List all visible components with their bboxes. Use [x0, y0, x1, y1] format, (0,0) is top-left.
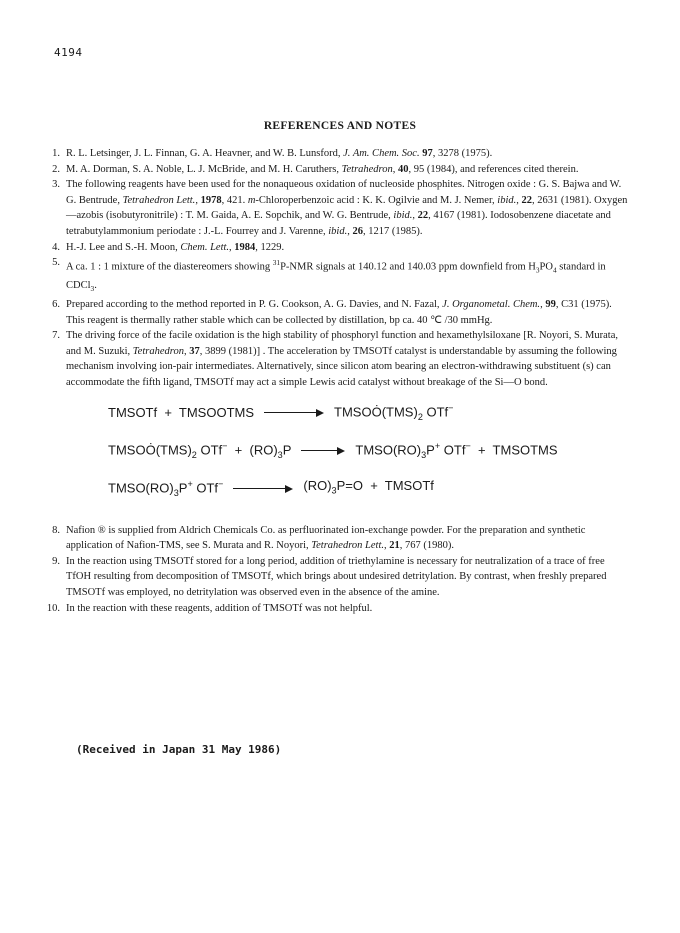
reference-text: -Chloroperbenzoic acid : K. K. Ogilvie and M. J. Nemer,: [255, 194, 498, 206]
journal-name: Tetrahedron: [132, 345, 184, 357]
reference-1: [38, 146, 628, 162]
reaction-scheme: [38, 401, 628, 511]
subscript: 3: [90, 284, 95, 294]
reference-text: , 421.: [221, 194, 248, 206]
reference-number: 1.: [52, 148, 60, 159]
scheme-reactants: $TMSOȮ(TMS)_2$ $OTf^- + (RO)_3P$: [108, 440, 292, 460]
journal-name: Tetrahedron: [341, 163, 393, 175]
reference-8: 8. Nafion ® is supplied from Aldrich Chemicals Co. as perfluorinated ion-exchange powder. For the preparation and synthetic application of Nafion-TMS, see S. Murata and R. Noyori, Tetrahedron Lett., 21, 767 (1980).: [38, 523, 628, 554]
reaction-arrow-icon: [233, 485, 293, 493]
journal-name: ibid.: [497, 194, 517, 206]
scheme-reactants: TMSOTf + TMSOOTMS: [108, 405, 255, 421]
reference-text: , 2631 (1981). Oxygen—azobis (isobutyronitrile) : T. M. Gaida, A. E. Sopchik, and W. G. Bentrude,: [66, 194, 628, 222]
scheme-products: $TMSOȮ(TMS)_2$ OTf−: [334, 402, 454, 422]
journal-name: J. Organometal. Chem.: [442, 299, 541, 311]
reference-text: , 1217 (1985).: [362, 225, 423, 237]
journal-name: ibid.: [393, 210, 413, 222]
reference-text: , 4167 (1981). Iodosobenzene diacetate and tetrabutylammonium periodate : J.-L. Fourrey and J. Varenne,: [66, 210, 611, 237]
section-title: REFERENCES AND NOTES: [263, 120, 417, 132]
subscript: 3: [535, 265, 540, 275]
journal-name: Tetrahedron Lett.: [122, 194, 196, 206]
subscript: 4: [552, 265, 557, 275]
reference-number: 10.: [46, 602, 60, 614]
volume: 26: [352, 225, 363, 237]
journal-name: ibid.: [328, 225, 348, 237]
reference-text: The driving force of the facile oxidation is the high stability of phosphoryl function and hexamethylsiloxane [R. Noyori, S. Murata, and M. Suzuki,: [66, 330, 619, 357]
reference-text: , 95 (1984), and references cited therein.: [408, 163, 579, 175]
reference-text: , 1229.: [255, 241, 285, 253]
reference-number: 2.: [52, 163, 60, 175]
volume: 21: [389, 540, 400, 552]
reference-9: [38, 554, 628, 601]
reference-number: 4.: [52, 241, 60, 253]
received-date: (Received in Japan 31 May 1986): [76, 743, 282, 756]
reference-7: 7. The driving force of the facile oxidation is the high stability of phosphoryl function and hexamethylsiloxane [R. Noyori, S. Murata, and M. Suzuki, Tetrahedron, 37, 3899 (1981)] . The acceleration by TMSOTf catalyst is understandable by assuming the following mechanism involving ion-pair intermediates. Alternatively, since silicon atom bearing an electron-withdrawing substituent (s) can accommodate the fifth ligand, TMSOTf may act a simple Lewis acid catalyst without breakage of the Si—O bond.: [38, 328, 628, 390]
reference-text: P-NMR signals at 140.12 and 140.03 ppm downfield from H: [280, 261, 536, 273]
reference-text: Nafion ® is supplied from Aldrich Chemicals Co. as perfluorinated ion-exchange powder. For the preparation and synthetic application of Nafion-TMS, see S. Murata and R. Noyori,: [66, 524, 586, 552]
scheme-line-3: [108, 477, 434, 502]
reference-4: 4. H.-J. Lee and S.-H. Moon, Chem. Lett., 1984, 1229.: [38, 240, 628, 256]
volume: 1978: [200, 194, 222, 206]
reference-number: 6.: [52, 299, 60, 311]
reference-number: 3.: [52, 179, 60, 191]
page-number: 4194: [54, 46, 83, 59]
reference-text: , C31 (1975). This reagent is thermally rather stable which can be collected by distillation, bp ca. 40 ℃ /30 mmHg.: [66, 299, 612, 326]
volume: 22: [417, 210, 429, 222]
scheme-reactants: $TMSO(RO)_3P^+$ OTf−: [108, 478, 224, 498]
reference-6: 6. Prepared according to the method reported in P. G. Cookson, A. G. Davies, and N. Fazal, J. Organometal. Chem., 99, C31 (1975). This reagent is thermally rather stable which can be collected by distillation, bp ca. 40 ℃ /30 mmHg.: [38, 297, 628, 328]
reference-text: In the reaction using TMSOTf stored for a long period, addition of triethylamine is necessary for neutralization of a trace of free TfOH resulting from decomposition of TMSOTf, which brings about undesired detritylation. By contrast, when freshly prepared TMSOTf was employed, no detritylation was observed even in the absence of the amine.: [66, 555, 607, 598]
volume: 22: [521, 194, 533, 206]
journal-name: Tetrahedron Lett.: [311, 540, 384, 552]
scheme-line-1: [108, 401, 453, 426]
reference-text: In the reaction with these reagents, addition of TMSOTf was not helpful.: [66, 602, 373, 614]
reference-number: 9.: [52, 555, 60, 567]
reference-text: , 3278 (1975).: [432, 148, 493, 159]
references-list: [38, 146, 628, 616]
volume: 1984: [234, 241, 256, 253]
superscript: 31: [272, 258, 281, 268]
scheme-line-2: [108, 439, 558, 464]
scheme-products: $TMSO(RO)_3P^+$ OTf− + TMSOTMS: [355, 440, 558, 460]
reaction-arrow-icon: [264, 409, 324, 417]
reference-text: .: [94, 280, 97, 292]
reference-10: [38, 601, 628, 617]
reference-number: 7.: [52, 330, 60, 342]
scheme-products: $(RO)_3P=O$ + TMSOTf: [303, 478, 434, 496]
reference-text: , 767 (1980).: [399, 540, 454, 552]
journal-name: Chem. Lett.: [180, 241, 230, 253]
volume: 37: [189, 345, 200, 357]
reference-number: 8.: [52, 524, 60, 536]
reference-text: Prepared according to the method reported in P. G. Cookson, A. G. Davies, and N. Fazal,: [66, 299, 443, 311]
journal-name: J. Am. Chem. Soc.: [343, 148, 420, 159]
reference-5: [38, 255, 628, 297]
reference-3: 3. The following reagents have been used for the nonaqueous oxidation of nucleoside phosphites. Nitrogen oxide : G. S. Bajwa and W. G. Bentrude, Tetrahedron Lett., 1978, 421. m-Chloroperbenzoic acid : K. K. Ogilvie and M. J. Nemer, ibid., 22, 2631 (1981). Oxygen—azobis (isobutyronitrile) : T. M. Gaida, A. E. Sopchik, and W. G. Bentrude, ibid., 22, 4167 (1981). Iodosobenzene diacetate and tetrabutylammonium periodate : J.-L. Fourrey and J. Varenne, ibid., 26, 1217 (1985).: [38, 177, 628, 239]
reference-2: 2. M. A. Dorman, S. A. Noble, L. J. McBride, and M. H. Caruthers, Tetrahedron, 40, 95 (1984), and references cited therein.: [38, 162, 628, 178]
reference-text: H.-J. Lee and S.-H. Moon,: [66, 241, 181, 253]
reference-text: The following reagents have been used for the nonaqueous oxidation of nucleoside phosphites. Nitrogen oxide : G. S. Bajwa and W. G. Bentrude,: [66, 179, 622, 206]
reaction-arrow-icon: [301, 447, 345, 455]
italic-prefix: m: [247, 194, 256, 206]
volume: 97: [422, 148, 433, 159]
reference-text: PO: [539, 261, 553, 273]
reference-number: 5.: [52, 257, 60, 269]
reference-text: standard in CDCl: [66, 261, 606, 292]
reference-text: R. L. Letsinger, J. L. Finnan, G. A. Heavner, and W. B. Lunsford,: [66, 148, 344, 159]
volume: 40: [398, 163, 409, 175]
volume: 99: [545, 299, 556, 311]
reference-text: , 3899 (1981)] . The acceleration by TMSOTf catalyst is understandable by assuming the following mechanism involving ion-pair intermediates. Alternatively, since silicon atom bearing an electron-withdrawing substituent (s) can accommodate the fifth ligand, TMSOTf may act a simple Lewis acid catalyst without breakage of the Si—O bond.: [66, 345, 617, 388]
reference-text: A ca. 1 : 1 mixture of the diastereomers showing: [66, 261, 273, 273]
reference-text: M. A. Dorman, S. A. Noble, L. J. McBride, and M. H. Caruthers,: [66, 163, 342, 175]
